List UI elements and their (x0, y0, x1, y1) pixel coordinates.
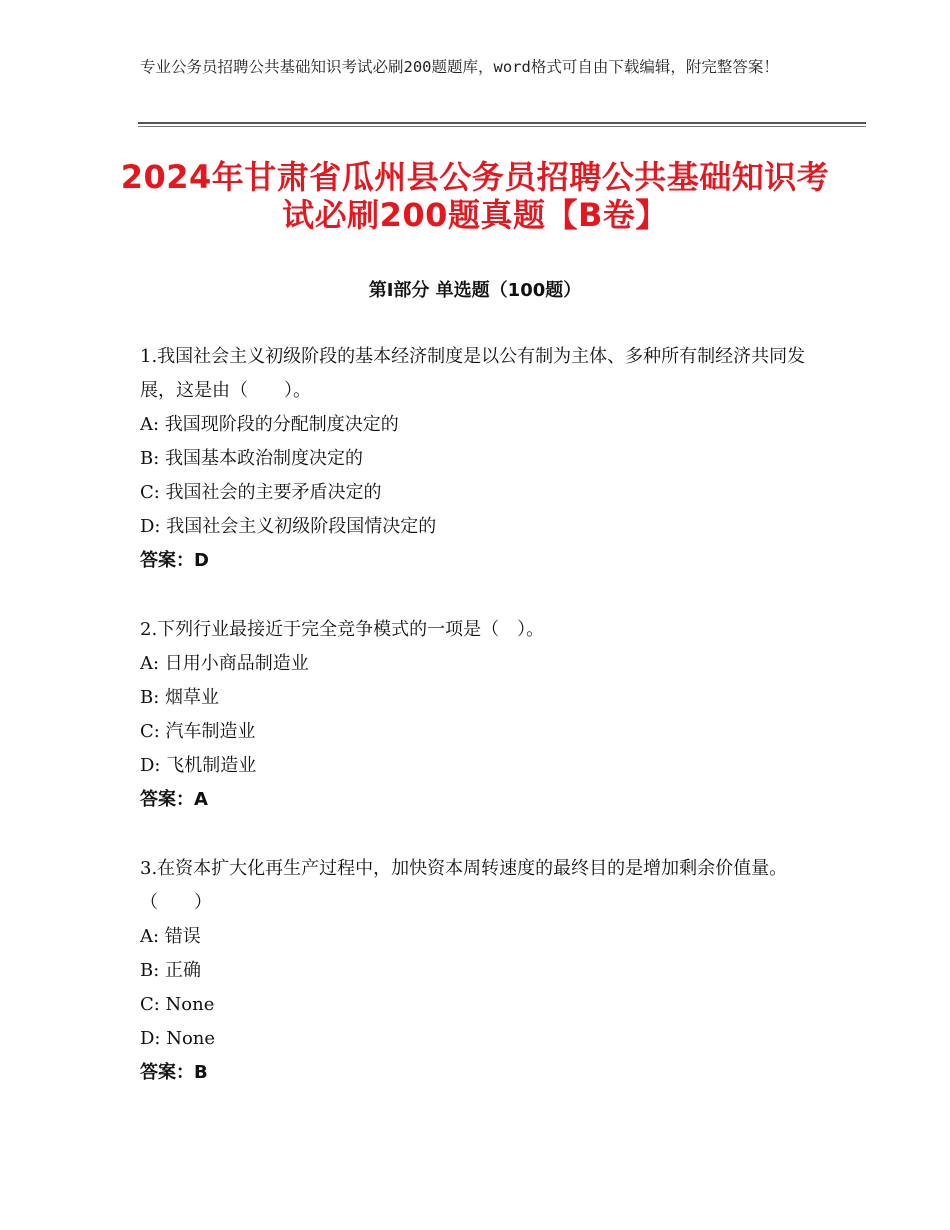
option-d: D: 我国社会主义初级阶段国情决定的 (140, 516, 437, 537)
question-2 (140, 613, 820, 817)
question-stem: 2.下列行业最接近于完全竞争模式的一项是（ ）。 (140, 619, 545, 640)
option-a: A: 错误 (140, 926, 201, 947)
question-1 (140, 340, 820, 578)
option-b: B: 我国基本政治制度决定的 (140, 448, 364, 469)
option-b: B: 烟草业 (140, 687, 220, 708)
option-c: C: 汽车制造业 (140, 721, 256, 742)
option-d: D: None (140, 1028, 216, 1049)
question-stem: 3.在资本扩大化再生产过程中，加快资本周转速度的最终目的是增加剩余价值量。（ ） (140, 858, 788, 913)
header-note: 专业公务员招聘公共基础知识考试必刷200题题库，word格式可自由下载编辑，附完整答案！ (140, 58, 779, 76)
option-c: C: None (140, 994, 215, 1015)
option-a: A: 日用小商品制造业 (140, 653, 309, 674)
question-3 (140, 852, 820, 1090)
option-b: B: 正确 (140, 960, 202, 981)
document-title: 2024年甘肃省瓜州县公务员招聘公共基础知识考试必刷200题真题【B卷】 (120, 158, 830, 234)
option-d: D: 飞机制造业 (140, 755, 257, 776)
answer: 答案：D (140, 550, 209, 571)
answer: 答案：A (140, 789, 208, 810)
answer: 答案：B (140, 1062, 208, 1083)
option-c: C: 我国社会的主要矛盾决定的 (140, 482, 382, 503)
question-stem: 1.我国社会主义初级阶段的基本经济制度是以公有制为主体、多种所有制经济共同发展，这是由（ ）。 (140, 346, 806, 401)
option-a: A: 我国现阶段的分配制度决定的 (140, 414, 399, 435)
header-divider (138, 122, 866, 124)
section-heading: 第I部分 单选题（100题） (368, 280, 582, 301)
header-divider-thin (138, 126, 866, 127)
